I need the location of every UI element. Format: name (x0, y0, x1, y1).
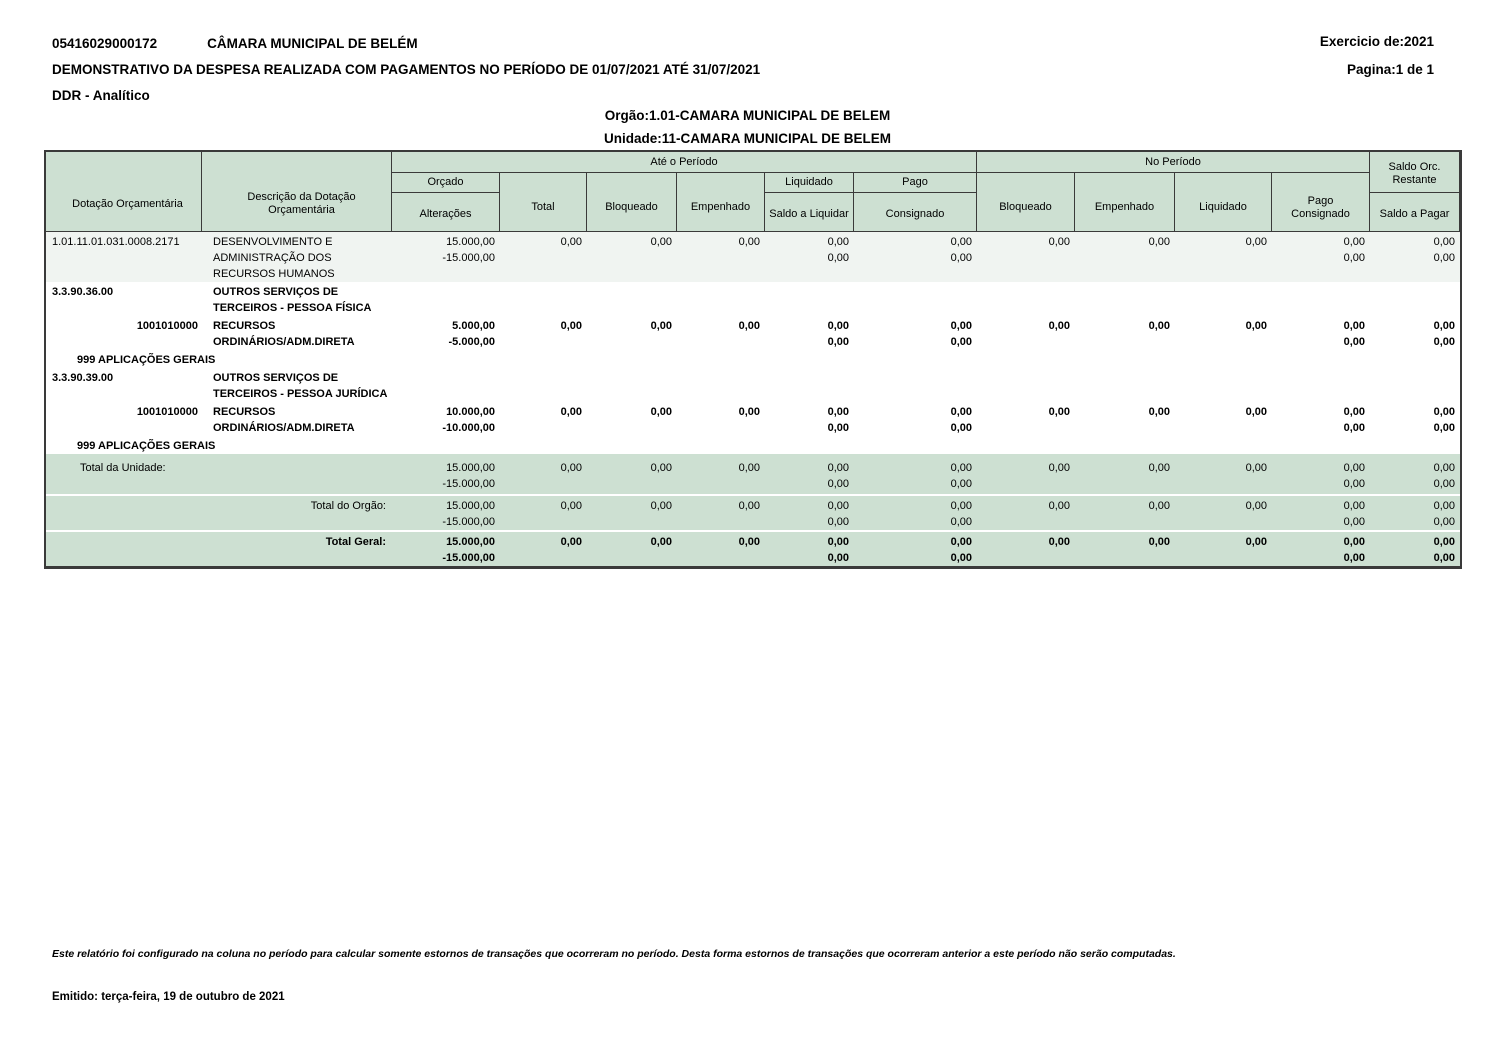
cell-pago (854, 534, 977, 566)
value: 0,00 (1343, 500, 1365, 512)
total-row (46, 454, 1460, 494)
value: 0,00 (827, 320, 849, 332)
value: 0,00 (1245, 320, 1267, 332)
cell-total (500, 534, 587, 566)
cell-orcado (392, 370, 500, 402)
doc-number: 05416029000172 (52, 36, 158, 51)
value: 0,00 (1048, 406, 1070, 418)
report-subtitle: DDR - Analítico (52, 88, 150, 103)
report-table (44, 150, 1462, 569)
group-no-periodo: No Período (977, 152, 1370, 173)
value: 0,00 (950, 536, 972, 548)
header-np-pago-line2: Consignado (1291, 207, 1350, 220)
value: 0,00 (950, 462, 972, 474)
cell-np-pago (1272, 404, 1370, 436)
cell-np-bloqueado (977, 534, 1075, 566)
description-line: OUTROS SERVIÇOS DE (213, 286, 339, 298)
value: 15.000,00 (446, 536, 495, 548)
table-row (46, 368, 1460, 402)
entity-name: CÂMARA MUNICIPAL DE BELÉM (207, 36, 418, 51)
header-pago: Pago (854, 173, 977, 193)
header-liquidado: Liquidado (765, 173, 854, 193)
cell-np-bloqueado (977, 370, 1075, 402)
cell-saldo (1370, 234, 1460, 282)
group-ate-periodo: Até o Período (392, 152, 977, 173)
cell-saldo (1370, 318, 1460, 350)
table-row (46, 282, 1460, 316)
value: 0,00 (560, 236, 582, 248)
value: 0,00 (1433, 516, 1455, 528)
cell-np-liquidado (1175, 318, 1272, 350)
value: -5.000,00 (448, 336, 495, 348)
value: 0,00 (1148, 462, 1170, 474)
table-header (46, 152, 1460, 232)
value: 0,00 (738, 536, 760, 548)
value: 0,00 (950, 516, 972, 528)
cell-bloqueado (587, 404, 677, 436)
header-orcado: Orçado (392, 173, 500, 193)
value: 0,00 (1343, 336, 1365, 348)
cell-np-empenhado (1075, 404, 1175, 436)
cell-saldo (1370, 460, 1460, 494)
cell-total (500, 370, 587, 402)
value: 0,00 (560, 500, 582, 512)
header-saldo-a-pagar: Saldo a Pagar (1370, 193, 1460, 232)
value: 0,00 (650, 320, 672, 332)
header-dotacao: Dotação Orçamentária (46, 152, 202, 232)
cell-liquidado (765, 460, 854, 494)
aplicacao-label: 999 APLICAÇÕES GERAIS (77, 354, 216, 366)
cell-bloqueado (587, 460, 677, 494)
cell-orcado (392, 534, 500, 566)
cell-np-liquidado (1175, 460, 1272, 494)
cell-liquidado (765, 498, 854, 530)
value: -15.000,00 (442, 478, 495, 490)
table-row (46, 350, 1460, 368)
row-description (202, 318, 392, 350)
cell-orcado (392, 318, 500, 350)
cell-liquidado (765, 370, 854, 402)
value: 0,00 (650, 236, 672, 248)
cell-orcado (392, 234, 500, 282)
header-descricao-line1: Descrição da Dotação (247, 190, 356, 203)
value: 0,00 (950, 500, 972, 512)
header-np-empenhado: Empenhado (1075, 173, 1175, 232)
cell-total (500, 404, 587, 436)
cell-np-pago (1272, 284, 1370, 316)
cell-saldo (1370, 498, 1460, 530)
value: 0,00 (1433, 536, 1455, 548)
cell-empenhado (677, 460, 765, 494)
description-line: ADMINISTRAÇÃO DOS (213, 252, 332, 264)
page-number: Pagina:1 de 1 (1346, 62, 1434, 77)
description-line: ORDINÁRIOS/ADM.DIRETA (213, 336, 355, 348)
value: 0,00 (827, 552, 849, 564)
cell-pago (854, 318, 977, 350)
table-row (46, 316, 1460, 350)
cell-pago (854, 498, 977, 530)
cell-saldo (1370, 284, 1460, 316)
cell-np-bloqueado (977, 234, 1075, 282)
header-np-liquidado: Liquidado (1175, 173, 1272, 232)
cell-bloqueado (587, 284, 677, 316)
header-bloqueado: Bloqueado (587, 173, 677, 232)
unidade-line: Unidade:11-CAMARA MUNICIPAL DE BELEM (603, 131, 891, 146)
row-code: 1001010000 (136, 320, 198, 332)
footnote: Este relatório foi configurado na coluna no período para calcular somente estornos de transações que ocorreram no período. Desta forma estornos de transações que ocorreram anterior a este período não serão computadas. (52, 948, 1176, 960)
description-line: ORDINÁRIOS/ADM.DIRETA (213, 422, 355, 434)
cell-np-liquidado (1175, 284, 1272, 316)
value: 0,00 (560, 406, 582, 418)
description-line: RECURSOS HUMANOS (213, 268, 335, 280)
cell-total (500, 284, 587, 316)
cell-np-liquidado (1175, 404, 1272, 436)
value: 0,00 (950, 406, 972, 418)
value: 0,00 (650, 406, 672, 418)
value: 0,00 (950, 422, 972, 434)
exercise-label: Exercicio de:2021 (1319, 34, 1434, 49)
cell-pago (854, 234, 977, 282)
value: -10.000,00 (442, 422, 495, 434)
cell-orcado (392, 404, 500, 436)
cell-liquidado (765, 404, 854, 436)
value: 0,00 (950, 320, 972, 332)
description-line: OUTROS SERVIÇOS DE (213, 372, 339, 384)
value: 0,00 (827, 406, 849, 418)
total-row (46, 530, 1460, 566)
value: 0,00 (950, 336, 972, 348)
value: 0,00 (1343, 406, 1365, 418)
value: 0,00 (1433, 406, 1455, 418)
value: 0,00 (650, 536, 672, 548)
cell-np-empenhado (1075, 498, 1175, 530)
cell-np-empenhado (1075, 234, 1175, 282)
header-saldo-orc-line2: Restante (1392, 174, 1437, 186)
cell-pago (854, 404, 977, 436)
header-total: Total (500, 173, 587, 232)
cell-np-pago (1272, 234, 1370, 282)
cell-empenhado (677, 534, 765, 566)
value: 0,00 (1148, 500, 1170, 512)
value: 0,00 (1433, 500, 1455, 512)
value: 0,00 (1343, 478, 1365, 490)
value: 0,00 (738, 462, 760, 474)
value: -15.000,00 (442, 552, 495, 564)
cell-bloqueado (587, 370, 677, 402)
value: 0,00 (738, 320, 760, 332)
description-line: RECURSOS (213, 320, 276, 332)
row-code: 1.01.11.01.031.0008.2171 (52, 236, 180, 248)
value: 0,00 (950, 236, 972, 248)
value: 0,00 (1245, 536, 1267, 548)
emitted-line: Emitido: terça-feira, 19 de outubro de 2021 (52, 991, 285, 1003)
value: 0,00 (1148, 236, 1170, 248)
value: 0,00 (827, 516, 849, 528)
header-line (52, 36, 418, 51)
cell-np-liquidado (1175, 370, 1272, 402)
row-code: 3.3.90.36.00 (52, 286, 114, 298)
value: 0,00 (950, 552, 972, 564)
value: 0,00 (1433, 336, 1455, 348)
row-code: 1001010000 (136, 406, 198, 418)
value: 0,00 (1245, 236, 1267, 248)
cell-empenhado (677, 498, 765, 530)
table-row (46, 232, 1460, 282)
cell-np-empenhado (1075, 284, 1175, 316)
value: 0,00 (650, 500, 672, 512)
value: 0,00 (1343, 252, 1365, 264)
row-description (202, 234, 392, 282)
cell-bloqueado (587, 498, 677, 530)
cell-empenhado (677, 318, 765, 350)
cell-bloqueado (587, 318, 677, 350)
value: 0,00 (1343, 516, 1365, 528)
header-descricao-line2: Orçamentária (268, 203, 335, 216)
cell-empenhado (677, 284, 765, 316)
value: 0,00 (1343, 536, 1365, 548)
header-np-pago-line1: Pago (1307, 194, 1334, 207)
value: 0,00 (1048, 536, 1070, 548)
cell-liquidado (765, 284, 854, 316)
table-row (46, 402, 1460, 436)
value: 0,00 (827, 500, 849, 512)
cell-np-bloqueado (977, 318, 1075, 350)
value: 0,00 (1048, 236, 1070, 248)
cell-bloqueado (587, 534, 677, 566)
cell-empenhado (677, 404, 765, 436)
value: 0,00 (1048, 500, 1070, 512)
cell-np-bloqueado (977, 284, 1075, 316)
aplicacao-label: 999 APLICAÇÕES GERAIS (77, 440, 216, 452)
value: 0,00 (1433, 252, 1455, 264)
value: 0,00 (950, 478, 972, 490)
cell-np-empenhado (1075, 370, 1175, 402)
cell-liquidado (765, 534, 854, 566)
row-description (202, 370, 392, 402)
header-saldo-orc-restante (1370, 152, 1460, 193)
cell-np-empenhado (1075, 534, 1175, 566)
header-alteracoes: Alterações (392, 193, 500, 232)
cell-empenhado (677, 234, 765, 282)
cell-saldo (1370, 370, 1460, 402)
value: 0,00 (560, 320, 582, 332)
value: -15.000,00 (442, 252, 495, 264)
value: 15.000,00 (446, 236, 495, 248)
value: 0,00 (650, 462, 672, 474)
value: 0,00 (827, 422, 849, 434)
value: 0,00 (1343, 462, 1365, 474)
cell-np-bloqueado (977, 404, 1075, 436)
value: 0,00 (738, 500, 760, 512)
value: 0,00 (1048, 462, 1070, 474)
cell-bloqueado (587, 234, 677, 282)
cell-total (500, 318, 587, 350)
value: 0,00 (1148, 320, 1170, 332)
value: 0,00 (1433, 236, 1455, 248)
total-label: Total da Unidade: (80, 462, 166, 474)
cell-np-pago (1272, 460, 1370, 494)
description-line: RECURSOS (213, 406, 276, 418)
value: 0,00 (1343, 320, 1365, 332)
value: 0,00 (738, 236, 760, 248)
header-consignado: Consignado (854, 193, 977, 232)
cell-empenhado (677, 370, 765, 402)
cell-saldo (1370, 534, 1460, 566)
value: 0,00 (827, 336, 849, 348)
value: 0,00 (1433, 462, 1455, 474)
value: 0,00 (1343, 422, 1365, 434)
cell-pago (854, 370, 977, 402)
cell-total (500, 234, 587, 282)
value: 0,00 (1245, 462, 1267, 474)
cell-orcado (392, 284, 500, 316)
header-np-bloqueado: Bloqueado (977, 173, 1075, 232)
value: 0,00 (950, 252, 972, 264)
value: 0,00 (827, 478, 849, 490)
value: 0,00 (1245, 406, 1267, 418)
value: -15.000,00 (442, 516, 495, 528)
cell-pago (854, 284, 977, 316)
value: 5.000,00 (452, 320, 495, 332)
total-label: Total Geral: (325, 536, 386, 548)
cell-orcado (392, 498, 500, 530)
value: 0,00 (1433, 320, 1455, 332)
row-description (202, 404, 392, 436)
report-title: DEMONSTRATIVO DA DESPESA REALIZADA COM PAGAMENTOS NO PERÍODO DE 01/07/2021 ATÉ 31/07/2021 (52, 62, 761, 77)
value: 0,00 (1433, 478, 1455, 490)
cell-np-bloqueado (977, 498, 1075, 530)
cell-orcado (392, 460, 500, 494)
value: 0,00 (1148, 406, 1170, 418)
value: 0,00 (827, 462, 849, 474)
cell-np-pago (1272, 498, 1370, 530)
value: 0,00 (560, 462, 582, 474)
cell-np-liquidado (1175, 498, 1272, 530)
table-body (46, 232, 1460, 566)
value: 0,00 (1148, 536, 1170, 548)
orgao-line: Orgão:1.01-CAMARA MUNICIPAL DE BELEM (604, 108, 891, 123)
value: 0,00 (1343, 236, 1365, 248)
value: 0,00 (738, 406, 760, 418)
total-row (46, 494, 1460, 530)
value: 15.000,00 (446, 500, 495, 512)
cell-np-liquidado (1175, 534, 1272, 566)
value: 0,00 (827, 536, 849, 548)
cell-liquidado (765, 234, 854, 282)
value: 0,00 (827, 252, 849, 264)
cell-np-empenhado (1075, 318, 1175, 350)
header-np-pago-consignado (1272, 173, 1370, 232)
cell-np-empenhado (1075, 460, 1175, 494)
header-descricao (202, 152, 392, 232)
value: 0,00 (1433, 422, 1455, 434)
cell-np-pago (1272, 370, 1370, 402)
cell-pago (854, 460, 977, 494)
value: 0,00 (1245, 500, 1267, 512)
cell-liquidado (765, 318, 854, 350)
header-empenhado: Empenhado (677, 173, 765, 232)
cell-np-bloqueado (977, 460, 1075, 494)
description-line: DESENVOLVIMENTO E (213, 236, 333, 248)
cell-total (500, 460, 587, 494)
description-line: TERCEIROS - PESSOA FÍSICA (213, 302, 372, 314)
cell-np-pago (1272, 534, 1370, 566)
value: 0,00 (1433, 552, 1455, 564)
cell-np-liquidado (1175, 234, 1272, 282)
row-code: 3.3.90.39.00 (52, 372, 114, 384)
value: 15.000,00 (446, 462, 495, 474)
row-description (202, 284, 392, 316)
value: 0,00 (827, 236, 849, 248)
cell-total (500, 498, 587, 530)
value: 0,00 (560, 536, 582, 548)
description-line: TERCEIROS - PESSOA JURÍDICA (213, 388, 388, 400)
header-saldo-a-liquidar: Saldo a Liquidar (765, 193, 854, 232)
value: 0,00 (1048, 320, 1070, 332)
value: 10.000,00 (446, 406, 495, 418)
table-row (46, 436, 1460, 454)
cell-np-pago (1272, 318, 1370, 350)
cell-saldo (1370, 404, 1460, 436)
header-saldo-orc-line1: Saldo Orc. (1388, 161, 1441, 173)
value: 0,00 (1343, 552, 1365, 564)
total-label: Total do Orgão: (310, 500, 386, 512)
